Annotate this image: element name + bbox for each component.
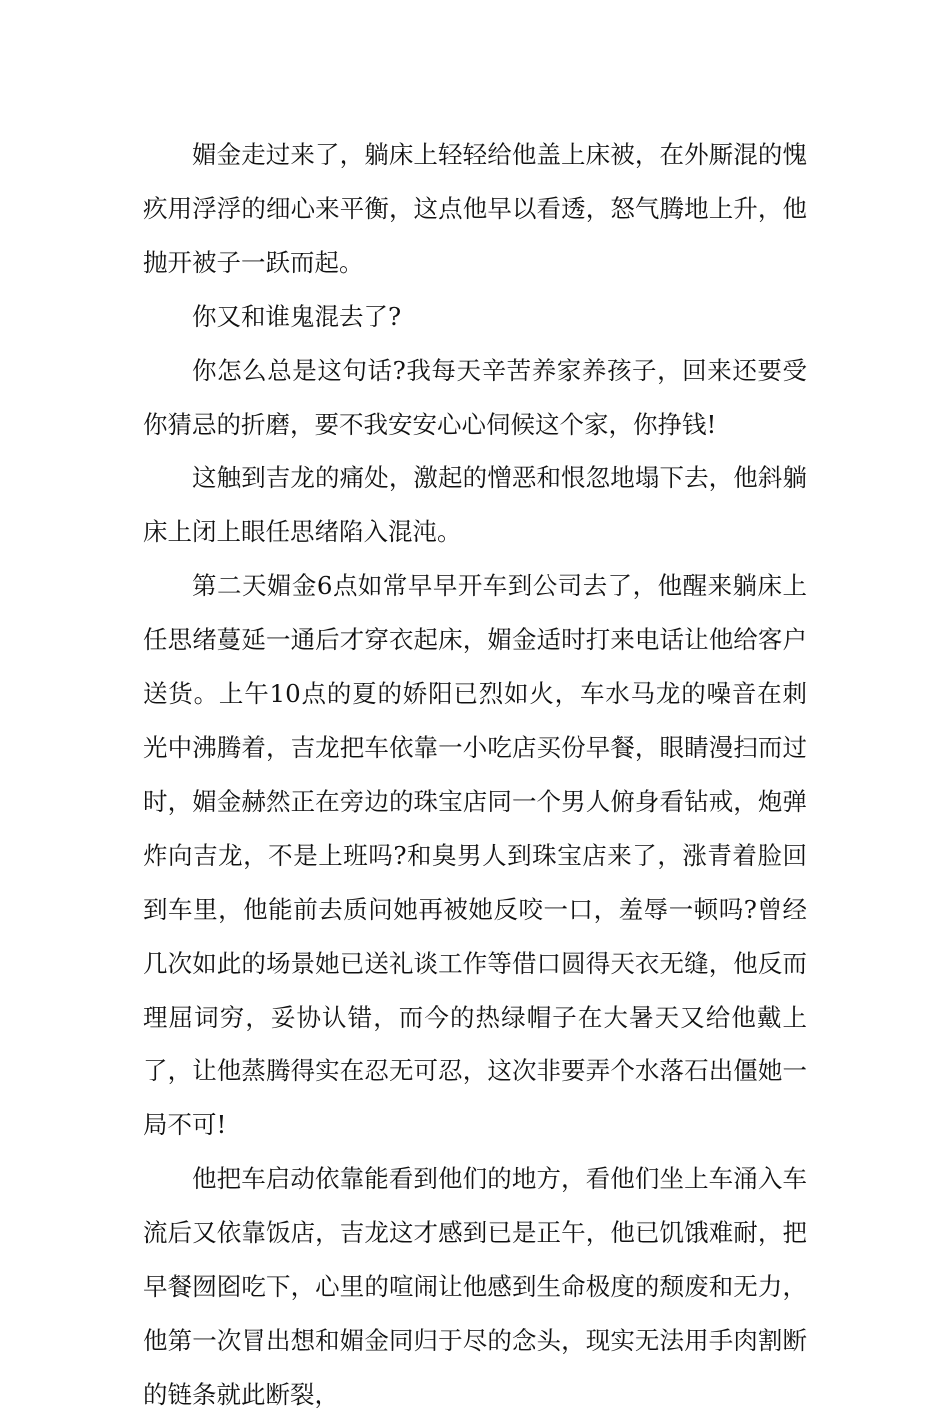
paragraph-6: 他把车启动依靠能看到他们的地方，看他们坐上车涌入车流后又依靠饭店，吉龙这才感到已是正午，他已饥饿难耐，把早餐囫囵吃下，心里的喧闹让他感到生命极度的颓废和无力，他第一次冒出想和媚金同归于尽的念头，现实无法用手肉割断的链条就此断裂， <box>143 1164 807 1409</box>
paragraph-2: 你又和谁鬼混去了? <box>192 301 402 331</box>
paragraph-5: 第二天媚金6点如常早早开车到公司去了，他醒来躺床上任思绪蔓延一通后才穿衣起床，媚金适时打来电话让他给客户送货。上午10点的夏的娇阳已烈如火，车水马龙的噪音在刺光中沸腾着，吉龙把车依靠一小吃店买份早餐，眼睛漫扫而过时，媚金赫然正在旁边的珠宝店同一个男人俯身看钻戒，炮弹炸向吉龙，不是上班吗?和臭男人到珠宝店来了，涨青着脸回到车里，他能前去质问她再被她反咬一口，羞辱一顿吗?曾经几次如此的场景她已送礼谈工作等借口圆得天衣无缝，他反而理屈词穷，妥协认错，而今的热绿帽子在大暑天又给他戴上了，让他蒸腾得实在忍无可忍，这次非要弄个水落石出僵她一局不可! <box>143 571 807 1140</box>
paragraph-4: 这触到吉龙的痛处，激起的憎恶和恨忽地塌下去，他斜躺床上闭上眼任思绪陷入混沌。 <box>143 463 807 547</box>
body-text <box>143 128 807 1422</box>
paragraph-3: 你怎么总是这句话?我每天辛苦养家养孩子，回来还要受你猜忌的折磨，要不我安安心心伺候这个家，你挣钱! <box>143 355 807 439</box>
paragraph-1: 媚金走过来了，躺床上轻轻给他盖上床被，在外厮混的愧疚用浮浮的细心来平衡，这点他早以看透，怒气腾地上升，他抛开被子一跃而起。 <box>143 140 807 277</box>
